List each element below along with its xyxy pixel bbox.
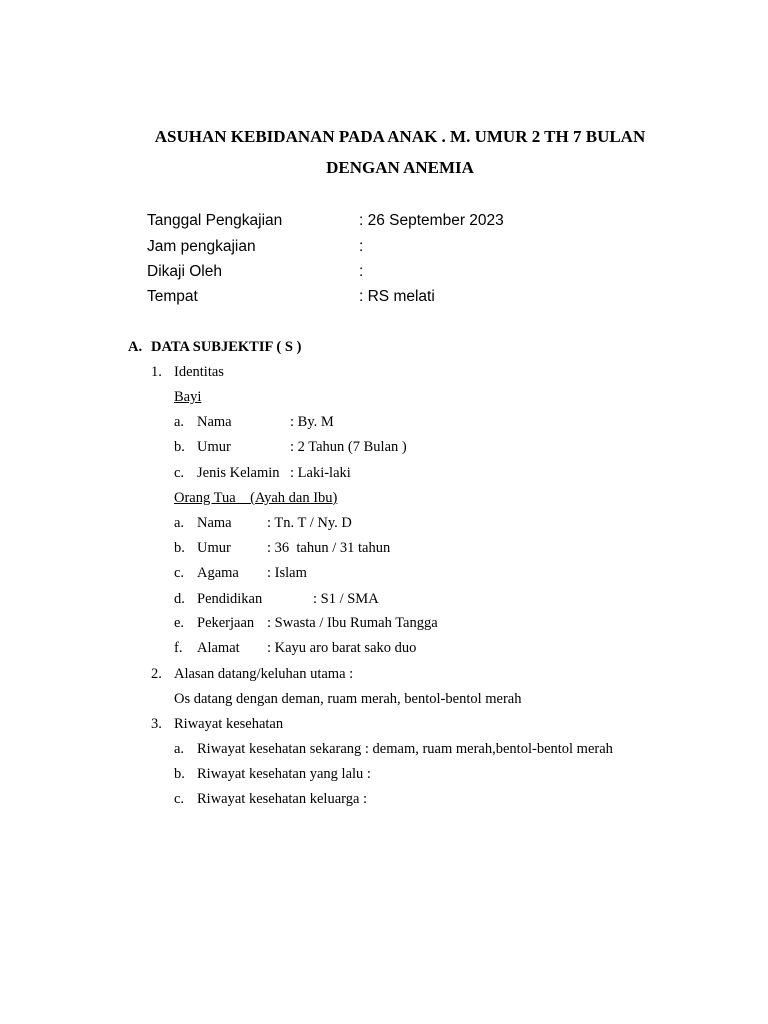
item3-marker-c: c.: [174, 791, 185, 807]
ortu-label-alamat: Alamat: [197, 640, 240, 656]
ortu-marker-b: b.: [174, 540, 185, 556]
meta-value-tanggal: : 26 September 2023: [359, 212, 504, 229]
bayi-label-nama: Nama: [197, 414, 232, 430]
ortu-marker-c: c.: [174, 565, 185, 581]
meta-label-dikaji: Dikaji Oleh: [147, 263, 222, 280]
item1-label: Identitas: [174, 364, 224, 380]
ortu-value-pekerjaan: : Swasta / Ibu Rumah Tangga: [267, 615, 438, 631]
bayi-value-nama: : By. M: [290, 414, 334, 430]
document-title-line2: DENGAN ANEMIA: [326, 158, 474, 177]
bayi-label-umur: Umur: [197, 439, 231, 455]
ortu-value-alamat: : Kayu aro barat sako duo: [267, 640, 417, 656]
meta-label-tanggal: Tanggal Pengkajian: [147, 212, 283, 229]
meta-label-tempat: Tempat: [147, 288, 198, 305]
ortu-marker-f: f.: [174, 640, 183, 656]
orang-tua-heading: Orang Tua (Ayah dan Ibu): [174, 490, 338, 506]
item3-text-b: Riwayat kesehatan yang lalu :: [197, 766, 371, 782]
item2-text: Os datang dengan deman, ruam merah, bentol-bentol merah: [174, 691, 522, 707]
item3-marker-b: b.: [174, 766, 185, 782]
item3-marker: 3.: [151, 716, 162, 732]
ortu-label-pekerjaan: Pekerjaan: [197, 615, 255, 631]
item3-text-c: Riwayat kesehatan keluarga :: [197, 791, 368, 807]
ortu-label-agama: Agama: [197, 565, 239, 581]
meta-value-tempat: : RS melati: [359, 288, 435, 305]
ortu-value-agama: : Islam: [267, 565, 307, 581]
ortu-value-pendidikan: : S1 / SMA: [313, 591, 379, 607]
item2-marker: 2.: [151, 666, 162, 682]
bayi-marker-a: a.: [174, 414, 185, 430]
bayi-marker-c: c.: [174, 465, 185, 481]
ortu-marker-a: a.: [174, 515, 185, 531]
ortu-label-umur: Umur: [197, 540, 231, 556]
bayi-value-jenis-kelamin: : Laki-laki: [290, 465, 351, 481]
meta-label-jam: Jam pengkajian: [147, 238, 256, 255]
section-a-heading: DATA SUBJEKTIF ( S ): [151, 339, 302, 355]
item2-label: Alasan datang/keluhan utama :: [174, 666, 354, 682]
section-a-marker: A.: [128, 339, 143, 355]
bayi-marker-b: b.: [174, 439, 185, 455]
bayi-label-jenis-kelamin: Jenis Kelamin: [197, 465, 280, 481]
ortu-value-umur: : 36 tahun / 31 tahun: [267, 540, 391, 556]
meta-value-jam: :: [359, 238, 364, 255]
ortu-marker-d: d.: [174, 591, 185, 607]
item1-marker: 1.: [151, 364, 162, 380]
item3-text-a: Riwayat kesehatan sekarang : demam, ruam merah,bentol-bentol merah: [197, 741, 613, 757]
ortu-label-pendidikan: Pendidikan: [197, 591, 263, 607]
ortu-value-nama: : Tn. T / Ny. D: [267, 515, 352, 531]
ortu-label-nama: Nama: [197, 515, 232, 531]
ortu-marker-e: e.: [174, 615, 185, 631]
item3-marker-a: a.: [174, 741, 185, 757]
item3-label: Riwayat kesehatan: [174, 716, 284, 732]
document-title-line1: ASUHAN KEBIDANAN PADA ANAK . M. UMUR 2 TH 7 BULAN: [154, 127, 646, 146]
meta-value-dikaji: :: [359, 263, 364, 280]
bayi-heading: Bayi: [174, 389, 202, 405]
bayi-value-umur: : 2 Tahun (7 Bulan ): [290, 439, 407, 455]
